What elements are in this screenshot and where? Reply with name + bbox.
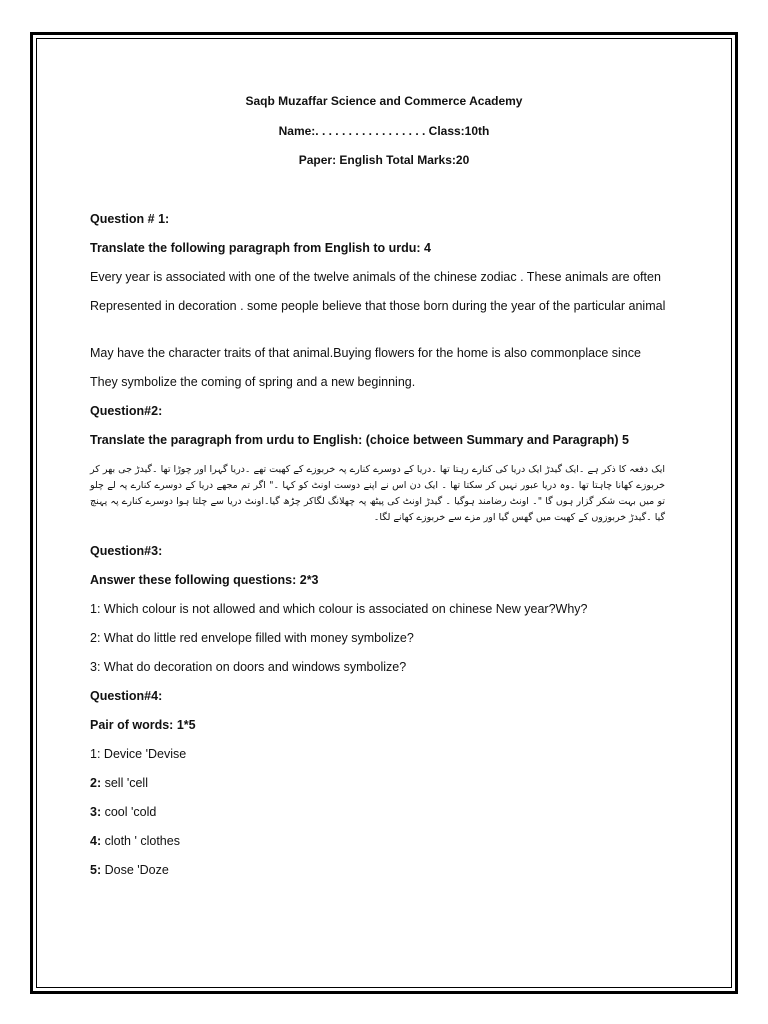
q3-question-item: 2: What do little red envelope filled with money symbolize? (90, 631, 414, 645)
question-4-title: Question#4: (90, 689, 163, 703)
word-pair-number: 1: (90, 747, 101, 761)
word-pair-item (90, 862, 169, 878)
word-pair-number: 5: (90, 863, 102, 877)
word-pair-text: Device 'Devise (100, 747, 187, 761)
q1-paragraph-line: May have the character traits of that animal.Buying flowers for the home is also commonplace since (90, 346, 641, 360)
word-pair-number: 2: (90, 776, 102, 790)
word-pair-item (90, 775, 148, 791)
q3-question-item: 3: What do decoration on doors and windows symbolize? (90, 660, 407, 674)
word-pair-item (90, 804, 156, 820)
word-pair-text: Dose 'Doze (101, 863, 169, 877)
question-2-title: Question#2: (90, 404, 163, 418)
word-pair-text: cool 'cold (101, 805, 157, 819)
word-pair-item (90, 746, 186, 762)
q1-paragraph-line: Represented in decoration . some people believe that those born during the year of the particular animal (90, 299, 666, 313)
paper-marks-line: Paper: English Total Marks:20 (298, 153, 470, 167)
question-4-instruction: Pair of words: 1*5 (90, 718, 196, 732)
question-1-instruction: Translate the following paragraph from English to urdu: 4 (90, 241, 431, 255)
word-pair-text: sell 'cell (101, 776, 148, 790)
word-pair-number: 3: (90, 805, 102, 819)
academy-title: Saqb Muzaffar Science and Commerce Academy (245, 94, 523, 108)
word-pair-number: 4: (90, 834, 102, 848)
question-2-instruction: Translate the paragraph from urdu to English: (choice between Summary and Paragraph) 5 (90, 433, 630, 447)
q3-question-item: 1: Which colour is not allowed and which colour is associated on chinese New year?Why? (90, 602, 588, 616)
q1-paragraph-line: They symbolize the coming of spring and a new beginning. (90, 375, 416, 389)
name-class-line: Name:. . . . . . . . . . . . . . . . . Class:10th (278, 124, 490, 138)
word-pair-text: cloth ' clothes (101, 834, 180, 848)
question-3-title: Question#3: (90, 544, 163, 558)
q1-paragraph-line: Every year is associated with one of the twelve animals of the chinese zodiac . These animals are often (90, 270, 661, 284)
word-pair-item (90, 833, 180, 849)
question-1-title: Question # 1: (90, 212, 170, 226)
urdu-paragraph: ایک دفعہ کا ذکر ہے ۔ایک گیدڑ ایک دریا کی کنارے رہتا تھا ۔دریا کے دوسرے کنارے پہ خربوزے کے کھیت تھے ۔دریا گہرا اور چوڑا تھا ۔گیدڑ جی بھر کر خربوزے کھانا چاہتا تھا ۔وہ دریا عبور نہیں کر سکتا تھا ۔ ایک دن اس نے اپنے دوست اونٹ کو کہا ۔" اگر تم مجھے دریا کے دوسرے کنارے پہ لے چلو تو میں بہت شکر گزار ہوں گا "۔ اونٹ رضامند ہوگیا ۔ گیدڑ اونٹ کی پیٹھ پہ چھلانگ لگاکر چڑھ گیا۔اونٹ دریا سے چلتا ہوا دوسرے کنارے پہ پہنچ گیا ۔گیدڑ خربوزوں کے کھیت میں گھس گیا اور مزے سے خربوزے کھانے لگا۔ (90, 464, 665, 523)
question-3-instruction: Answer these following questions: 2*3 (90, 573, 319, 587)
